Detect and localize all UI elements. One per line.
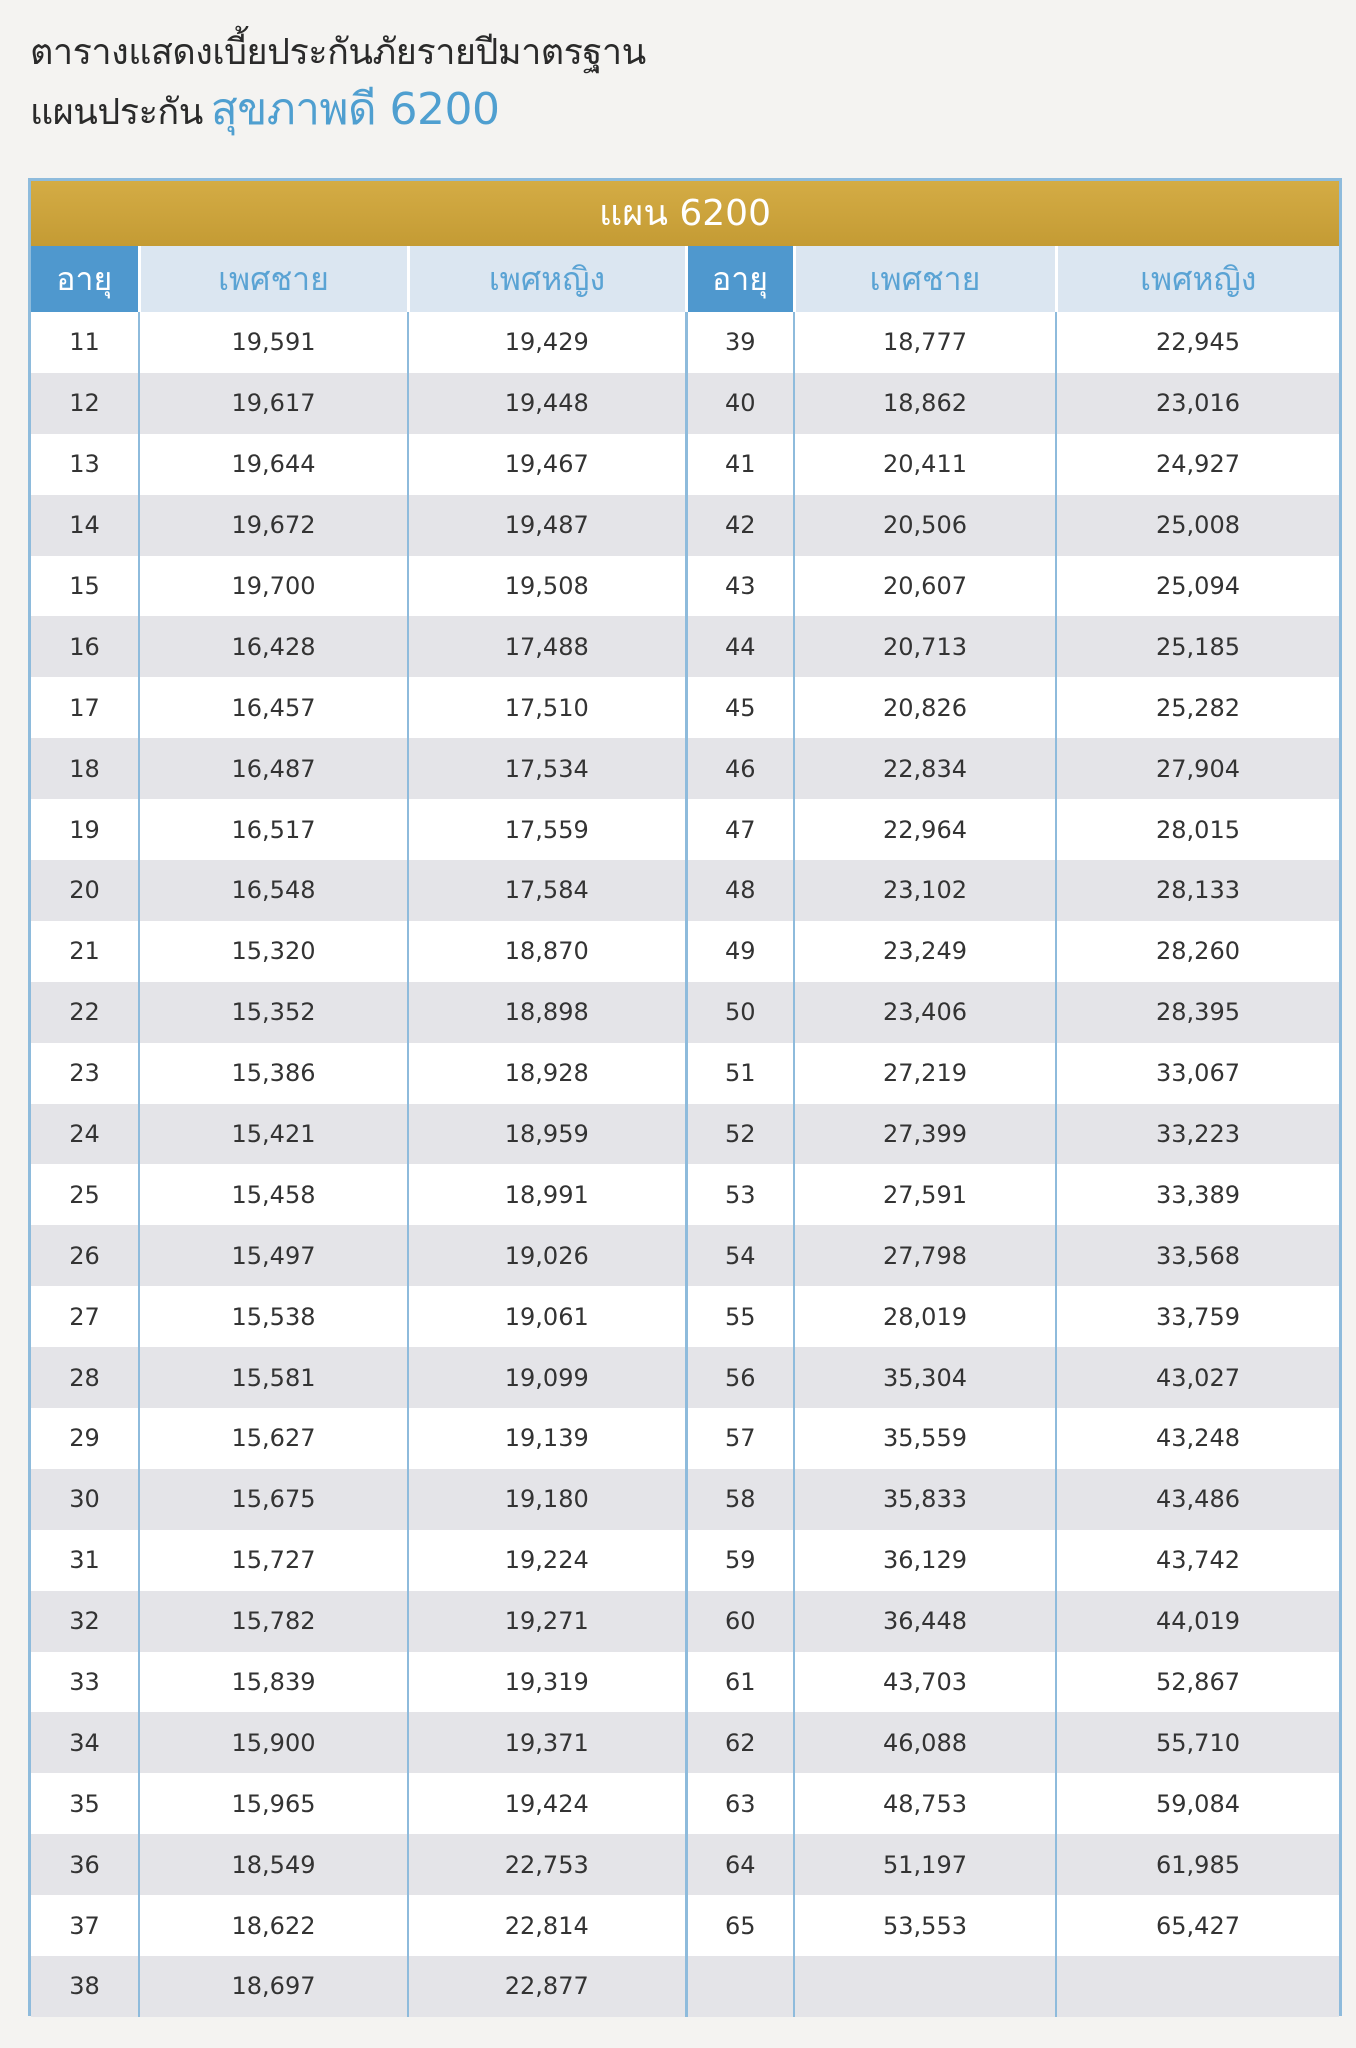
table-row bbox=[31, 1286, 1339, 1347]
female-right-cell: 44,019 bbox=[1056, 1591, 1339, 1652]
female-left-cell: 22,877 bbox=[408, 1956, 686, 2017]
female-right-cell: 33,389 bbox=[1056, 1164, 1339, 1225]
female-right-cell: 52,867 bbox=[1056, 1652, 1339, 1713]
female-left-cell: 19,026 bbox=[408, 1225, 686, 1286]
table-row bbox=[31, 1043, 1339, 1104]
male-right-cell: 46,088 bbox=[794, 1712, 1056, 1773]
male-right-cell: 18,862 bbox=[794, 373, 1056, 434]
header-age-left: อายุ bbox=[31, 246, 139, 312]
male-left-cell: 15,900 bbox=[139, 1712, 408, 1773]
male-right-cell: 23,102 bbox=[794, 860, 1056, 921]
age-right-cell: 47 bbox=[686, 799, 794, 860]
age-left-cell: 31 bbox=[31, 1530, 139, 1591]
plan-subtitle-prefix: แผนประกัน bbox=[30, 92, 203, 133]
header-male-left: เพศชาย bbox=[139, 246, 408, 312]
age-right-cell: 40 bbox=[686, 373, 794, 434]
table-row bbox=[31, 616, 1339, 677]
female-left-cell: 19,271 bbox=[408, 1591, 686, 1652]
page-heading bbox=[30, 28, 646, 143]
table-row bbox=[31, 921, 1339, 982]
female-right-cell bbox=[1056, 1956, 1339, 2017]
female-right-cell: 33,759 bbox=[1056, 1286, 1339, 1347]
male-left-cell: 15,352 bbox=[139, 982, 408, 1043]
male-left-cell: 15,727 bbox=[139, 1530, 408, 1591]
female-left-cell: 19,429 bbox=[408, 312, 686, 373]
age-left-cell: 32 bbox=[31, 1591, 139, 1652]
female-right-cell: 28,260 bbox=[1056, 921, 1339, 982]
header-female-left: เพศหญิง bbox=[408, 246, 686, 312]
male-left-cell: 15,538 bbox=[139, 1286, 408, 1347]
male-right-cell: 27,399 bbox=[794, 1104, 1056, 1165]
age-right-cell: 61 bbox=[686, 1652, 794, 1713]
female-right-cell: 28,133 bbox=[1056, 860, 1339, 921]
table-row bbox=[31, 434, 1339, 495]
male-left-cell: 15,782 bbox=[139, 1591, 408, 1652]
table-row bbox=[31, 556, 1339, 617]
premium-table-container bbox=[28, 178, 1342, 2016]
male-right-cell: 35,304 bbox=[794, 1347, 1056, 1408]
table-row bbox=[31, 373, 1339, 434]
male-right-cell: 27,219 bbox=[794, 1043, 1056, 1104]
female-right-cell: 28,395 bbox=[1056, 982, 1339, 1043]
male-right-cell: 20,713 bbox=[794, 616, 1056, 677]
male-left-cell: 16,517 bbox=[139, 799, 408, 860]
male-right-cell: 27,798 bbox=[794, 1225, 1056, 1286]
female-left-cell: 19,371 bbox=[408, 1712, 686, 1773]
male-right-cell: 48,753 bbox=[794, 1773, 1056, 1834]
age-right-cell: 57 bbox=[686, 1408, 794, 1469]
plan-label-bar: แผน 6200 bbox=[31, 181, 1339, 246]
male-right-cell: 20,506 bbox=[794, 495, 1056, 556]
age-left-cell: 28 bbox=[31, 1347, 139, 1408]
female-right-cell: 65,427 bbox=[1056, 1895, 1339, 1956]
table-row bbox=[31, 1225, 1339, 1286]
female-left-cell: 18,991 bbox=[408, 1164, 686, 1225]
age-left-cell: 11 bbox=[31, 312, 139, 373]
age-left-cell: 25 bbox=[31, 1164, 139, 1225]
header-male-right: เพศชาย bbox=[794, 246, 1056, 312]
female-right-cell: 61,985 bbox=[1056, 1834, 1339, 1895]
female-right-cell: 33,568 bbox=[1056, 1225, 1339, 1286]
table-row bbox=[31, 677, 1339, 738]
age-left-cell: 14 bbox=[31, 495, 139, 556]
male-left-cell: 19,672 bbox=[139, 495, 408, 556]
male-left-cell: 16,548 bbox=[139, 860, 408, 921]
male-left-cell: 15,497 bbox=[139, 1225, 408, 1286]
age-right-cell: 49 bbox=[686, 921, 794, 982]
female-right-cell: 27,904 bbox=[1056, 738, 1339, 799]
table-row bbox=[31, 1164, 1339, 1225]
age-right-cell: 60 bbox=[686, 1591, 794, 1652]
table-row bbox=[31, 1347, 1339, 1408]
female-left-cell: 19,508 bbox=[408, 556, 686, 617]
table-row bbox=[31, 1591, 1339, 1652]
table-row bbox=[31, 1895, 1339, 1956]
female-left-cell: 19,467 bbox=[408, 434, 686, 495]
table-row bbox=[31, 495, 1339, 556]
table-row bbox=[31, 799, 1339, 860]
female-left-cell: 19,487 bbox=[408, 495, 686, 556]
female-left-cell: 17,488 bbox=[408, 616, 686, 677]
male-left-cell: 15,458 bbox=[139, 1164, 408, 1225]
table-row bbox=[31, 860, 1339, 921]
female-left-cell: 19,319 bbox=[408, 1652, 686, 1713]
age-left-cell: 18 bbox=[31, 738, 139, 799]
table-body bbox=[31, 312, 1339, 2017]
male-left-cell: 16,428 bbox=[139, 616, 408, 677]
age-right-cell: 59 bbox=[686, 1530, 794, 1591]
age-right-cell: 55 bbox=[686, 1286, 794, 1347]
age-left-cell: 27 bbox=[31, 1286, 139, 1347]
female-left-cell: 18,898 bbox=[408, 982, 686, 1043]
female-left-cell: 18,928 bbox=[408, 1043, 686, 1104]
table-row bbox=[31, 1530, 1339, 1591]
age-right-cell: 64 bbox=[686, 1834, 794, 1895]
male-right-cell: 53,553 bbox=[794, 1895, 1056, 1956]
age-right-cell: 44 bbox=[686, 616, 794, 677]
female-right-cell: 59,084 bbox=[1056, 1773, 1339, 1834]
age-right-cell: 56 bbox=[686, 1347, 794, 1408]
female-right-cell: 25,008 bbox=[1056, 495, 1339, 556]
female-right-cell: 22,945 bbox=[1056, 312, 1339, 373]
female-right-cell: 43,248 bbox=[1056, 1408, 1339, 1469]
male-left-cell: 15,675 bbox=[139, 1469, 408, 1530]
age-right-cell: 50 bbox=[686, 982, 794, 1043]
age-right-cell: 41 bbox=[686, 434, 794, 495]
male-left-cell: 19,644 bbox=[139, 434, 408, 495]
age-left-cell: 29 bbox=[31, 1408, 139, 1469]
age-right-cell: 48 bbox=[686, 860, 794, 921]
male-left-cell: 15,386 bbox=[139, 1043, 408, 1104]
male-right-cell: 18,777 bbox=[794, 312, 1056, 373]
table-row bbox=[31, 1712, 1339, 1773]
age-left-cell: 19 bbox=[31, 799, 139, 860]
table-row bbox=[31, 1956, 1339, 2017]
table-row bbox=[31, 738, 1339, 799]
male-left-cell: 15,581 bbox=[139, 1347, 408, 1408]
age-left-cell: 13 bbox=[31, 434, 139, 495]
age-left-cell: 30 bbox=[31, 1469, 139, 1530]
age-left-cell: 24 bbox=[31, 1104, 139, 1165]
male-right-cell: 22,964 bbox=[794, 799, 1056, 860]
male-right-cell: 36,129 bbox=[794, 1530, 1056, 1591]
male-right-cell: 23,406 bbox=[794, 982, 1056, 1043]
age-left-cell: 34 bbox=[31, 1712, 139, 1773]
age-right-cell: 53 bbox=[686, 1164, 794, 1225]
age-right-cell: 51 bbox=[686, 1043, 794, 1104]
male-left-cell: 19,700 bbox=[139, 556, 408, 617]
age-left-cell: 36 bbox=[31, 1834, 139, 1895]
male-left-cell: 15,839 bbox=[139, 1652, 408, 1713]
male-right-cell: 28,019 bbox=[794, 1286, 1056, 1347]
page-title: ตารางแสดงเบี้ยประกันภัยรายปีมาตรฐาน bbox=[30, 32, 646, 73]
header-age-right: อายุ bbox=[686, 246, 794, 312]
age-left-cell: 33 bbox=[31, 1652, 139, 1713]
male-right-cell: 35,833 bbox=[794, 1469, 1056, 1530]
female-right-cell: 25,282 bbox=[1056, 677, 1339, 738]
female-right-cell: 23,016 bbox=[1056, 373, 1339, 434]
male-right-cell: 51,197 bbox=[794, 1834, 1056, 1895]
female-left-cell: 22,814 bbox=[408, 1895, 686, 1956]
male-left-cell: 15,421 bbox=[139, 1104, 408, 1165]
age-right-cell: 54 bbox=[686, 1225, 794, 1286]
male-right-cell: 36,448 bbox=[794, 1591, 1056, 1652]
table-row bbox=[31, 1104, 1339, 1165]
female-right-cell: 24,927 bbox=[1056, 434, 1339, 495]
female-right-cell: 55,710 bbox=[1056, 1712, 1339, 1773]
female-left-cell: 19,061 bbox=[408, 1286, 686, 1347]
age-left-cell: 23 bbox=[31, 1043, 139, 1104]
male-right-cell: 23,249 bbox=[794, 921, 1056, 982]
age-left-cell: 20 bbox=[31, 860, 139, 921]
age-right-cell bbox=[686, 1956, 794, 2017]
age-left-cell: 26 bbox=[31, 1225, 139, 1286]
age-left-cell: 22 bbox=[31, 982, 139, 1043]
male-left-cell: 15,965 bbox=[139, 1773, 408, 1834]
table-row bbox=[31, 1469, 1339, 1530]
age-right-cell: 58 bbox=[686, 1469, 794, 1530]
male-left-cell: 16,487 bbox=[139, 738, 408, 799]
female-left-cell: 17,584 bbox=[408, 860, 686, 921]
female-right-cell: 33,067 bbox=[1056, 1043, 1339, 1104]
table-row bbox=[31, 1834, 1339, 1895]
age-left-cell: 16 bbox=[31, 616, 139, 677]
female-right-cell: 43,486 bbox=[1056, 1469, 1339, 1530]
table-row bbox=[31, 1652, 1339, 1713]
plan-name: สุขภาพดี 6200 bbox=[210, 84, 500, 135]
female-right-cell: 43,742 bbox=[1056, 1530, 1339, 1591]
male-right-cell: 20,826 bbox=[794, 677, 1056, 738]
female-left-cell: 17,534 bbox=[408, 738, 686, 799]
plan-subtitle bbox=[30, 80, 646, 143]
male-left-cell: 18,622 bbox=[139, 1895, 408, 1956]
age-left-cell: 12 bbox=[31, 373, 139, 434]
male-left-cell: 18,697 bbox=[139, 1956, 408, 2017]
male-left-cell: 16,457 bbox=[139, 677, 408, 738]
male-right-cell: 20,607 bbox=[794, 556, 1056, 617]
female-left-cell: 19,224 bbox=[408, 1530, 686, 1591]
male-right-cell bbox=[794, 1956, 1056, 2017]
age-left-cell: 37 bbox=[31, 1895, 139, 1956]
male-right-cell: 27,591 bbox=[794, 1164, 1056, 1225]
age-left-cell: 17 bbox=[31, 677, 139, 738]
male-left-cell: 19,617 bbox=[139, 373, 408, 434]
female-left-cell: 19,424 bbox=[408, 1773, 686, 1834]
female-right-cell: 28,015 bbox=[1056, 799, 1339, 860]
female-left-cell: 19,139 bbox=[408, 1408, 686, 1469]
female-left-cell: 19,448 bbox=[408, 373, 686, 434]
age-right-cell: 62 bbox=[686, 1712, 794, 1773]
header-female-right: เพศหญิง bbox=[1056, 246, 1339, 312]
age-left-cell: 35 bbox=[31, 1773, 139, 1834]
female-left-cell: 18,959 bbox=[408, 1104, 686, 1165]
female-left-cell: 19,099 bbox=[408, 1347, 686, 1408]
age-right-cell: 52 bbox=[686, 1104, 794, 1165]
age-right-cell: 43 bbox=[686, 556, 794, 617]
age-right-cell: 46 bbox=[686, 738, 794, 799]
female-left-cell: 19,180 bbox=[408, 1469, 686, 1530]
male-right-cell: 20,411 bbox=[794, 434, 1056, 495]
male-left-cell: 15,627 bbox=[139, 1408, 408, 1469]
female-right-cell: 33,223 bbox=[1056, 1104, 1339, 1165]
male-right-cell: 35,559 bbox=[794, 1408, 1056, 1469]
premium-table bbox=[31, 246, 1339, 2017]
age-right-cell: 63 bbox=[686, 1773, 794, 1834]
male-left-cell: 19,591 bbox=[139, 312, 408, 373]
table-row bbox=[31, 312, 1339, 373]
table-row bbox=[31, 982, 1339, 1043]
table-header-row bbox=[31, 246, 1339, 312]
male-right-cell: 43,703 bbox=[794, 1652, 1056, 1713]
table-row bbox=[31, 1408, 1339, 1469]
female-right-cell: 43,027 bbox=[1056, 1347, 1339, 1408]
age-right-cell: 39 bbox=[686, 312, 794, 373]
female-left-cell: 17,510 bbox=[408, 677, 686, 738]
female-right-cell: 25,185 bbox=[1056, 616, 1339, 677]
age-left-cell: 21 bbox=[31, 921, 139, 982]
female-left-cell: 18,870 bbox=[408, 921, 686, 982]
female-right-cell: 25,094 bbox=[1056, 556, 1339, 617]
age-right-cell: 45 bbox=[686, 677, 794, 738]
male-right-cell: 22,834 bbox=[794, 738, 1056, 799]
male-left-cell: 15,320 bbox=[139, 921, 408, 982]
female-left-cell: 17,559 bbox=[408, 799, 686, 860]
table-row bbox=[31, 1773, 1339, 1834]
age-left-cell: 38 bbox=[31, 1956, 139, 2017]
female-left-cell: 22,753 bbox=[408, 1834, 686, 1895]
age-right-cell: 65 bbox=[686, 1895, 794, 1956]
male-left-cell: 18,549 bbox=[139, 1834, 408, 1895]
age-right-cell: 42 bbox=[686, 495, 794, 556]
age-left-cell: 15 bbox=[31, 556, 139, 617]
